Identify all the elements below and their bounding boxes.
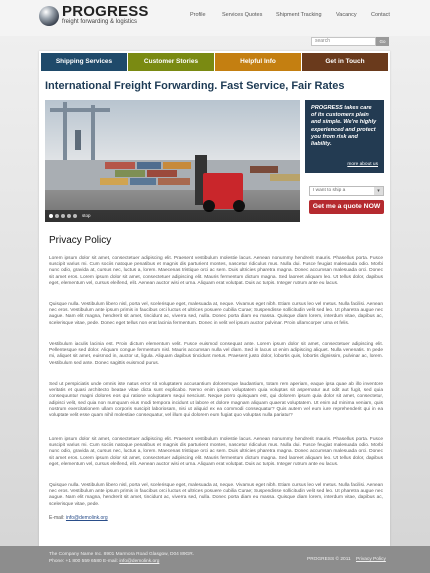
slideshow-stop-button[interactable]: stop <box>82 213 91 218</box>
footer-email-label: E-mail: <box>103 559 118 564</box>
search-button[interactable]: Go <box>376 37 389 46</box>
search-input[interactable]: search <box>311 37 376 46</box>
copyright: PROGRESS © 2011 <box>307 557 351 562</box>
promo-box <box>305 100 384 173</box>
logo-title: PROGRESS <box>62 3 149 20</box>
logo-tagline: freight forwarding & logistics <box>62 19 138 25</box>
policy-paragraph: Lorem ipsum dolor sit amet, consectetuer adipiscing elit. Praesent vestibulum molestie lacus. Aenean nonummy hendrerit mauris. Phasellus porta. Fusce suscipit varius mi. Cum sociis natoque penatibus et magnis dis parturient montes, nascetur ridiculus mus. Nulla dui. Fusce feugiat malesuada odio. Morbi nunc odio, gravida at, cursus nec, luctus a, lorem. Maecenas tristique orci ac sem. Duis ultricies pharetra magna. Donec accumsan malesuada orci. Donec sit amet eros. Lorem ipsum dolor sit amet, consectetuer adipiscing elit. Mauris fermentum dictum magna. Sed laoreet aliquam leo. Ut tellus dolor, dapibus eget, elementum vel, cursus eleifend, elit. Aenean auctor wisi et urna. Aliquam erat volutpat. Duis ac turpis. Integer rutrum ante eu lacus. <box>49 437 383 467</box>
nav-shipment-tracking[interactable]: Shipment Tracking <box>276 12 322 18</box>
logo[interactable] <box>39 5 149 26</box>
nav-services-quotes[interactable]: Services Quotes <box>222 12 263 18</box>
footer-email-link[interactable]: info@demolink.org <box>119 559 160 564</box>
footer-address: The Company Name Inc. 8901 Marmora Road Glasgow, D04 89GR. <box>49 552 195 557</box>
globe-icon <box>39 6 59 26</box>
footer-phone: Phone: +1 800 559 6580 <box>49 559 102 564</box>
contact-email <box>49 515 108 521</box>
slide-dot[interactable] <box>55 214 59 218</box>
get-quote-button[interactable]: Get me a quote NOW <box>309 200 384 214</box>
tab-get-in-touch[interactable]: Get in Touch <box>302 53 388 71</box>
policy-paragraph: Quisque nulla. Vestibulum libero nisl, porta vel, scelerisque eget, malesuada at, neque. Vivamus eget nibh. Etiam cursus leo vel metus. Nulla facilisi. Aenean nec eros. Vestibulum ante ipsum primis in faucibus orci luctus et ultrices posuere cubilia Curae; Suspendisse sollicitudin velit sed leo. Ut pharetra augue nec augue. Nam elit magna, hendrerit sit amet, tincidunt ac, viverra sed, nulla. Donec porta diam eu massa. Quisque diam lorem, interdum vitae, dapibus ac, scelerisque vitae, pede. Donec eget tellus non erat lacinia fermentum. Donec in velit vel ipsum auctor pulvinar. Proin ullamcorper urna et felis. <box>49 302 383 326</box>
page-headline: International Freight Forwarding. Fast Service, Fair Rates <box>45 80 345 92</box>
footer-privacy-link[interactable]: Privacy Policy <box>356 557 386 562</box>
chevron-down-icon[interactable]: ▾ <box>374 187 383 195</box>
ship-select-value: I want to ship a <box>313 188 346 193</box>
tab-customer-stories[interactable]: Customer Stories <box>128 53 214 71</box>
ship-type-select[interactable] <box>309 186 384 196</box>
footer <box>0 546 430 573</box>
hero-slideshow[interactable] <box>45 100 300 222</box>
slide-dot[interactable] <box>61 214 65 218</box>
slide-dot[interactable] <box>67 214 71 218</box>
slide-dot[interactable] <box>49 214 53 218</box>
policy-paragraph: Quisque nulla. Vestibulum libero nisl, porta vel, scelerisque eget, malesuada at, neque. Vivamus eget nibh. Etiam cursus leo vel metus. Nulla facilisi. Aenean nec eros. Vestibulum ante ipsum primis in faucibus orci luctus et ultrices posuere cubilia Curae; Suspendisse sollicitudin velit sed leo. Ut pharetra augue nec augue. Nam elit magna, hendrerit sit amet, tincidunt ac, viverra sed, nulla. Donec porta diam eu massa. Quisque diam lorem, interdum vitae, dapibus ac, scelerisque vitae, pede. <box>49 483 383 507</box>
nav-profile[interactable]: Profile <box>190 12 206 18</box>
nav-vacancy[interactable]: Vacancy <box>336 12 357 18</box>
policy-paragraph: Vestibulum iaculis lacinia est. Proin dictum elementum velit. Fusce euismod consequat ante. Lorem ipsum dolor sit amet, consectetuer adipiscing elit. Pellentesque sed dolor. Aliquam congue fermentum nisl. Mauris accumsan nulla vel diam. Sed in lacus ut enim adipiscing aliquet. Nulla venenatis. In pede mi, aliquet sit amet, euismod in, auctor ut, ligula. Aliquam dapibus tincidunt metus. Praesent justo dolor, lobortis quis, lobortis dignissim, pulvinar ac, lorem. Vestibulum sed ante. Donec sagittis euismod purus. <box>49 342 383 366</box>
tab-shipping-services[interactable]: Shipping Services <box>41 53 127 71</box>
page-title: Privacy Policy <box>49 235 112 246</box>
promo-text: PROGRESS takes care of its customers plain and simple. We're highly experienced and protect you from risk and liability. <box>311 105 377 148</box>
slide-dot[interactable] <box>73 214 77 218</box>
policy-paragraph: Lorem ipsum dolor sit amet, consectetuer adipiscing elit. Praesent vestibulum molestie lacus. Aenean nonummy hendrerit mauris. Phasellus porta. Fusce suscipit varius mi. Cum sociis natoque penatibus et magnis dis parturient montes, nascetur ridiculus mus. Nulla dui. Fusce feugiat malesuada odio. Morbi nunc odio, gravida at, cursus nec, luctus a, lorem. Maecenas tristique orci ac sem. Duis ultricies pharetra magna. Donec accumsan malesuada orci. Donec sit amet eros. Lorem ipsum dolor sit amet, consectetuer adipiscing elit. Mauris fermentum dictum magna. Sed laoreet aliquam leo. Ut tellus dolor, dapibus eget, elementum vel, cursus eleifend, elit. Aenean auctor wisi et urna. Aliquam erat volutpat. Duis ac turpis. Integer rutrum ante eu lacus. <box>49 256 383 286</box>
policy-paragraph: Sed ut perspiciatis unde omnis iste natus error sit voluptatem accusantium doloremque laudantium, totam rem aperiam, eaque ipsa quae ab illo inventore veritatis et quasi architecto beatae vitae dicta sunt explicabo. Nemo enim ipsam voluptatem quia voluptas sit aspernatur aut odit aut fugit, sed quia consequuntur magni dolores eos qui ratione voluptatem sequi nesciunt. Neque porro quisquam est, qui dolorem ipsum quia dolor sit amet, consectetur, adipisci velit, sed quia non numquam eius modi tempora incidunt ut labore et dolore magnam aliquam quaerat voluptatem. Ut enim ad minima veniam, quis nostrum exercitationem ullam corporis suscipit laboriosam, nisi ut aliquid ex ea commodi consequatur? Quis autem vel eum iure reprehenderit qui in ea voluptate velit esse quam nihil molestiae consequatur, vel illum qui dolorem eum fugiat quo voluptas nulla pariatur? <box>49 382 383 419</box>
more-about-us-link[interactable]: more about us <box>347 162 378 167</box>
email-label: E-mail: <box>49 515 65 521</box>
footer-contact <box>49 559 159 564</box>
email-link[interactable]: info@demolink.org <box>65 515 108 521</box>
nav-contact[interactable]: Contact <box>371 12 390 18</box>
tab-helpful-info[interactable]: Helpful Info <box>215 53 301 71</box>
